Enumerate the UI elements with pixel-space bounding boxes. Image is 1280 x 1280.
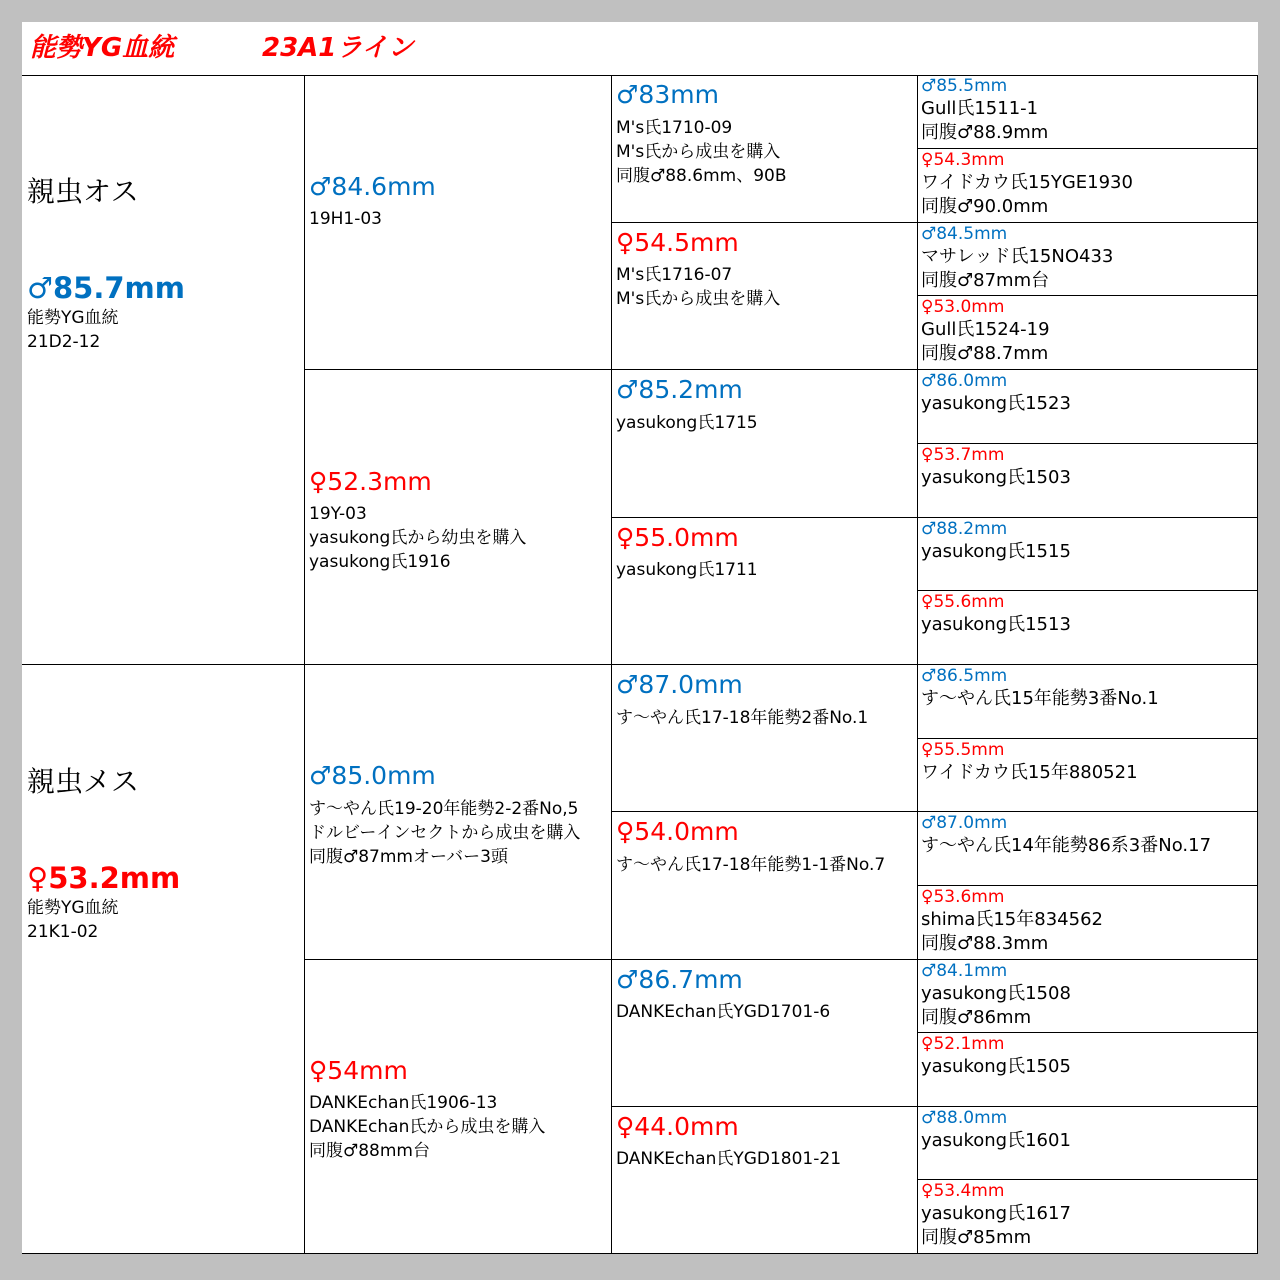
gen3-size-value: ♀54.5mm — [616, 227, 739, 257]
pedigree-sheet — [22, 22, 1258, 1254]
gen4-size-value: ♂88.2mm — [921, 518, 1008, 539]
gen2-info-line: 同腹♂87mmオーバー3頭 — [309, 846, 508, 867]
gen3-size-value: ♀55.0mm — [616, 522, 739, 552]
parent-info-line: 能勢YG血統 — [27, 897, 119, 918]
gen3-info — [616, 853, 917, 877]
pedigree-cell-gen4 — [918, 518, 1258, 592]
pedigree-cell-gen4 — [918, 739, 1258, 813]
gen2-info-line: 19Y-03 — [309, 504, 367, 524]
pedigree-cell-gen4 — [918, 665, 1258, 739]
pedigree-cell-gen3 — [612, 75, 918, 223]
pedigree-cell-gen2 — [305, 665, 612, 960]
gen4-size-value: ♂86.0mm — [921, 371, 1008, 391]
pedigree-cell-gen1 — [22, 75, 305, 665]
gen3-info-line: す～やん氏17-18年能勢2番No.1 — [616, 707, 869, 728]
gen3-size-value: ♂87.0mm — [616, 670, 743, 699]
gen2-info-line: す～やん氏19-20年能勢2-2番No,5 — [309, 798, 579, 819]
gen4-info — [921, 834, 1257, 858]
gen4-info — [921, 97, 1257, 145]
gen2-info-line: yasukong氏から幼虫を購入 — [309, 528, 527, 548]
gen4-info — [921, 761, 1257, 785]
gen3-info — [616, 1147, 917, 1171]
dam-heading: 親虫メス — [27, 765, 140, 798]
gen4-info-line: Gull氏1511-1 — [921, 98, 1039, 119]
gen4-info-line: yasukong氏1508 — [921, 982, 1071, 1004]
gen4-info — [921, 466, 1257, 490]
pedigree-cell-gen4 — [918, 296, 1258, 370]
gen4-info — [921, 245, 1257, 293]
pedigree-cell-gen2 — [305, 75, 612, 370]
gen3-info-line: 同腹♂88.6mm、90B — [616, 165, 787, 186]
pedigree-cell-gen4 — [918, 1107, 1258, 1181]
gen4-size-value: ♂84.1mm — [921, 960, 1008, 981]
pedigree-cell-gen2 — [305, 370, 612, 665]
pedigree-cell-gen3 — [612, 223, 918, 371]
gen4-info-line: ワイドカウ氏15YGE1930 — [921, 171, 1133, 193]
gen2-info-line: DANKEchan氏1906-13 — [309, 1093, 498, 1114]
gen4-info-line: yasukong氏1505 — [921, 1056, 1071, 1078]
pedigree-cell-gen4 — [918, 370, 1258, 444]
gen4-info-line: 同腹♂85mm — [921, 1227, 1032, 1249]
gen3-size-value: ♂86.7mm — [616, 964, 743, 994]
gen4-info — [921, 1202, 1257, 1250]
gen4-info-line: マサレッド氏15NO433 — [921, 245, 1114, 267]
gen3-info-line: M's氏から成虫を購入 — [616, 141, 781, 162]
gen3-info — [616, 263, 917, 311]
pedigree-cell-gen3 — [612, 812, 918, 959]
pedigree-cell-gen3 — [612, 665, 918, 812]
gen4-info — [921, 1129, 1257, 1153]
parent-size-value: ♀53.2mm — [27, 861, 181, 895]
gen4-info-line: yasukong氏1513 — [921, 614, 1071, 636]
gen4-size-value: ♂86.5mm — [921, 666, 1008, 686]
gen4-info — [921, 318, 1257, 366]
gen4-info-line: yasukong氏1523 — [921, 393, 1071, 414]
gen4-info-line: 同腹♂88.9mm — [921, 122, 1049, 143]
gen3-size-value: ♂85.2mm — [616, 375, 743, 404]
pedigree-cell-gen3 — [612, 518, 918, 666]
gen4-info-line: 同腹♂87mm台 — [921, 269, 1050, 291]
gen4-info-line: 同腹♂88.7mm — [921, 343, 1049, 365]
gen2-info-line: ドルビーインセクトから成虫を購入 — [309, 822, 581, 843]
sire-heading: 親虫オス — [27, 175, 139, 208]
gen3-info-line: yasukong氏1715 — [616, 412, 758, 433]
gen2-info — [309, 207, 611, 231]
parent-info-line: 21K1-02 — [27, 921, 99, 942]
gen3-size-value: ♂83mm — [616, 80, 719, 109]
pedigree-cell-gen4 — [918, 75, 1258, 149]
gen4-info-line: す～やん氏15年能勢3番No.1 — [921, 688, 1159, 709]
line-title: 23A1ライン — [262, 33, 414, 63]
gen2-info-line: 19H1-03 — [309, 209, 382, 229]
gen4-info-line: yasukong氏1617 — [921, 1203, 1071, 1225]
gen2-info — [309, 797, 611, 869]
gen2-info-line: yasukong氏1916 — [309, 552, 451, 572]
pedigree-cell-gen4 — [918, 1180, 1258, 1254]
pedigree-cell-gen3 — [612, 1107, 918, 1254]
gen4-size-value: ♀55.6mm — [921, 592, 1005, 613]
gen4-size-value: ♀53.7mm — [921, 444, 1005, 465]
gen4-size-value: ♀52.1mm — [921, 1034, 1005, 1055]
pedigree-cell-gen3 — [612, 960, 918, 1107]
gen2-info — [309, 502, 611, 574]
pedigree-cell-gen4 — [918, 149, 1258, 223]
pedigree-cell-gen1 — [22, 665, 305, 1254]
gen4-info — [921, 171, 1257, 219]
gen4-info — [921, 687, 1257, 711]
gen2-info-line: DANKEchan氏から成虫を購入 — [309, 1117, 546, 1138]
parent-info-line: 21D2-12 — [27, 331, 101, 352]
pedigree-cell-gen3 — [612, 370, 918, 518]
gen4-info — [921, 392, 1257, 416]
gen2-size-value: ♀52.3mm — [309, 466, 432, 496]
gen4-size-value: ♀53.0mm — [921, 297, 1005, 318]
gen3-size-value: ♀44.0mm — [616, 1111, 739, 1141]
gen3-info-line: yasukong氏1711 — [616, 560, 758, 580]
gen4-info-line: yasukong氏1503 — [921, 466, 1071, 488]
gen4-size-value: ♂85.5mm — [921, 76, 1008, 96]
gen3-info-line: す～やん氏17-18年能勢1-1番No.7 — [616, 854, 886, 875]
gen4-size-value: ♀54.3mm — [921, 149, 1005, 170]
gen3-info — [616, 558, 917, 582]
gen3-info — [616, 116, 917, 188]
gen3-info — [616, 411, 917, 435]
gen4-info-line: 同腹♂88.3mm — [921, 932, 1049, 954]
gen3-info-line: M's氏1710-09 — [616, 117, 733, 138]
gen4-info-line: shima氏15年834562 — [921, 908, 1103, 930]
gen2-size-value: ♀54mm — [309, 1055, 408, 1085]
gen4-size-value: ♀55.5mm — [921, 739, 1005, 760]
pedigree-cell-gen4 — [918, 960, 1258, 1034]
gen4-info — [921, 613, 1257, 637]
gen3-size-value: ♀54.0mm — [616, 817, 739, 847]
pedigree-cell-gen4 — [918, 591, 1258, 665]
gen3-info-line: DANKEchan氏YGD1801-21 — [616, 1149, 842, 1170]
gen4-info-line: yasukong氏1515 — [921, 540, 1071, 562]
title-bar — [22, 22, 1258, 76]
gen2-size-value: ♂85.0mm — [309, 761, 436, 791]
pedigree-cell-gen2 — [305, 960, 612, 1255]
gen4-size-value: ♂87.0mm — [921, 813, 1008, 834]
pedigree-cell-gen4 — [918, 444, 1258, 518]
gen4-info-line: yasukong氏1601 — [921, 1129, 1071, 1151]
gen2-info — [309, 1091, 611, 1163]
parent-size-value: ♂85.7mm — [27, 271, 185, 305]
gen3-info — [616, 706, 917, 730]
gen3-info — [616, 1000, 917, 1024]
gen4-size-value: ♂84.5mm — [921, 223, 1008, 244]
gen4-info-line: 同腹♂86mm — [921, 1006, 1032, 1028]
gen2-size-value: ♂84.6mm — [309, 171, 436, 201]
parent-info-line: 能勢YG血統 — [27, 307, 119, 328]
gen4-info — [921, 1055, 1257, 1079]
gen4-info-line: す～やん氏14年能勢86系3番No.17 — [921, 835, 1212, 857]
gen4-info-line: 同腹♂90.0mm — [921, 195, 1049, 217]
pedigree-cell-gen4 — [918, 812, 1258, 886]
gen4-size-value: ♀53.4mm — [921, 1181, 1005, 1202]
gen3-info-line: DANKEchan氏YGD1701-6 — [616, 1002, 831, 1022]
pedigree-cell-gen4 — [918, 223, 1258, 297]
gen4-info — [921, 908, 1257, 956]
gen2-info-line: 同腹♂88mm台 — [309, 1141, 430, 1162]
gen3-info-line: M's氏1716-07 — [616, 265, 733, 285]
gen4-info — [921, 982, 1257, 1030]
gen4-size-value: ♂88.0mm — [921, 1107, 1008, 1128]
gen4-info-line: Gull氏1524-19 — [921, 319, 1050, 341]
pedigree-cell-gen4 — [918, 1033, 1258, 1107]
pedigree-cell-gen4 — [918, 886, 1258, 960]
gen4-info — [921, 540, 1257, 564]
gen3-info-line: M's氏から成虫を購入 — [616, 289, 781, 309]
gen4-info-line: ワイドカウ氏15年880521 — [921, 761, 1138, 783]
bloodline-title: 能勢YG血統 — [30, 33, 175, 63]
gen4-size-value: ♀53.6mm — [921, 886, 1005, 907]
